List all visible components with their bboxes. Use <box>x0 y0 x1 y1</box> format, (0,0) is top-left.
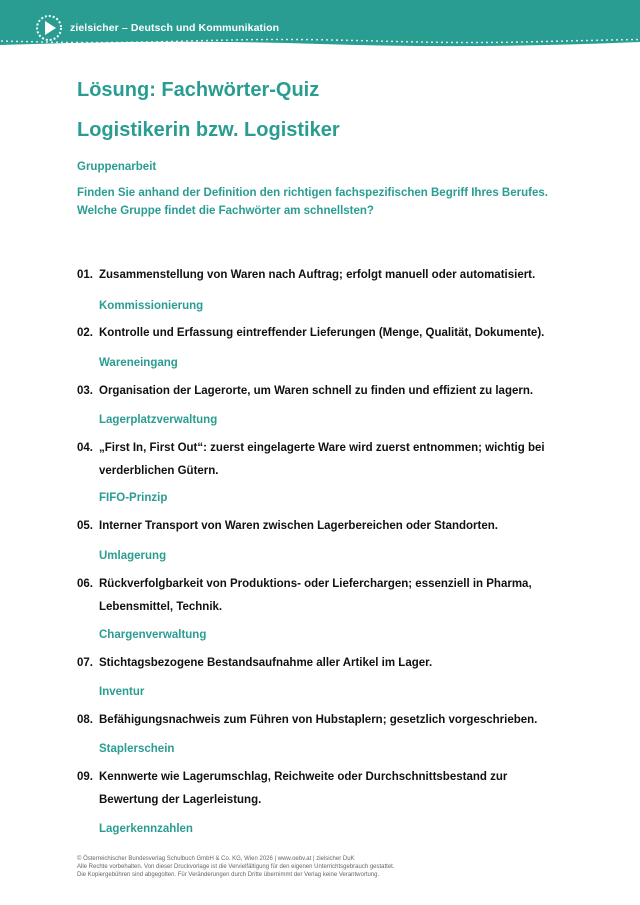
header-banner <box>0 0 640 50</box>
footer-line: © Österreichischer Bundesverlag Schulbuch GmbH & Co. KG, Wien 2026 | www.oebv.at | zielsicher DuK <box>77 856 355 862</box>
question-text: Kennwerte wie Lagerumschlag, Reichweite oder Durchschnittsbestand zur Bewertung der Lagerleistung. <box>99 771 508 806</box>
quiz-question <box>77 573 567 619</box>
question-number: 08. <box>77 714 93 726</box>
question-number: 06. <box>77 578 93 590</box>
footer-line: Alle Rechte vorbehalten. Von dieser Druckvorlage ist die Vervielfältigung für den eigenen Unterrichtsgebrauch gestattet. <box>77 864 395 870</box>
question-number: 04. <box>77 442 93 454</box>
question-number: 07. <box>77 657 93 669</box>
quiz-answer: Inventur <box>99 686 145 698</box>
question-text: Stichtagsbezogene Bestandsaufnahme aller Artikel im Lager. <box>99 657 433 669</box>
question-text: Rückverfolgbarkeit von Produktions- oder Lieferchargen; essenziell in Pharma, Lebensmittel, Technik. <box>99 578 532 613</box>
quiz-question <box>77 766 567 812</box>
instruction-line: Finden Sie anhand der Definition den richtigen fachspezifischen Begriff Ihres Berufes. <box>77 187 548 199</box>
page-subtitle: Logistikerin bzw. Logistiker <box>77 119 340 141</box>
quiz-question <box>77 322 567 345</box>
play-icon <box>34 13 64 43</box>
question-text: Organisation der Lagerorte, um Waren schnell zu finden und effizient zu lagern. <box>99 385 534 397</box>
brand <box>34 13 279 43</box>
quiz-answer: Lagerplatzverwaltung <box>99 414 218 426</box>
quiz-question <box>77 264 567 287</box>
section-label: Gruppenarbeit <box>77 161 157 173</box>
question-text: Befähigungsnachweis zum Führen von Hubstaplern; gesetzlich vorgeschrieben. <box>99 714 538 726</box>
quiz-answer: Wareneingang <box>99 357 178 369</box>
quiz-answer: Lagerkennzahlen <box>99 823 193 835</box>
quiz-question <box>77 380 567 403</box>
quiz-answer: Umlagerung <box>99 550 167 562</box>
question-text: „First In, First Out“: zuerst eingelagerte Ware wird zuerst entnommen; wichtig bei verderblichen Gütern. <box>99 442 545 477</box>
quiz-answer: FIFO-Prinzip <box>99 492 168 504</box>
quiz-question <box>77 515 567 538</box>
question-text: Kontrolle und Erfassung eintreffender Lieferungen (Menge, Qualität, Dokumente). <box>99 327 545 339</box>
question-number: 05. <box>77 520 93 532</box>
brand-text: zielsicher – Deutsch und Kommunikation <box>70 22 280 34</box>
quiz-answer: Chargenverwaltung <box>99 629 207 641</box>
quiz-question <box>77 652 567 675</box>
question-number: 03. <box>77 385 93 397</box>
question-text: Interner Transport von Waren zwischen Lagerbereichen oder Standorten. <box>99 520 498 532</box>
quiz-answer: Kommissionierung <box>99 300 204 312</box>
quiz-question <box>77 437 567 483</box>
instruction-line: Welche Gruppe findet die Fachwörter am schnellsten? <box>77 205 374 217</box>
question-number: 09. <box>77 771 93 783</box>
question-number: 02. <box>77 327 93 339</box>
instruction-text <box>77 184 577 220</box>
question-number: 01. <box>77 269 93 281</box>
footer-line: Die Kopiergebühren sind abgegolten. Für Veränderungen durch Dritte übernimmt der Verlag keine Verantwortung. <box>77 872 380 878</box>
page-title: Lösung: Fachwörter-Quiz <box>77 79 320 101</box>
footer-copyright <box>77 855 395 879</box>
quiz-answer: Staplerschein <box>99 743 175 755</box>
question-text: Zusammenstellung von Waren nach Auftrag; erfolgt manuell oder automatisiert. <box>99 269 536 281</box>
quiz-question <box>77 709 567 732</box>
